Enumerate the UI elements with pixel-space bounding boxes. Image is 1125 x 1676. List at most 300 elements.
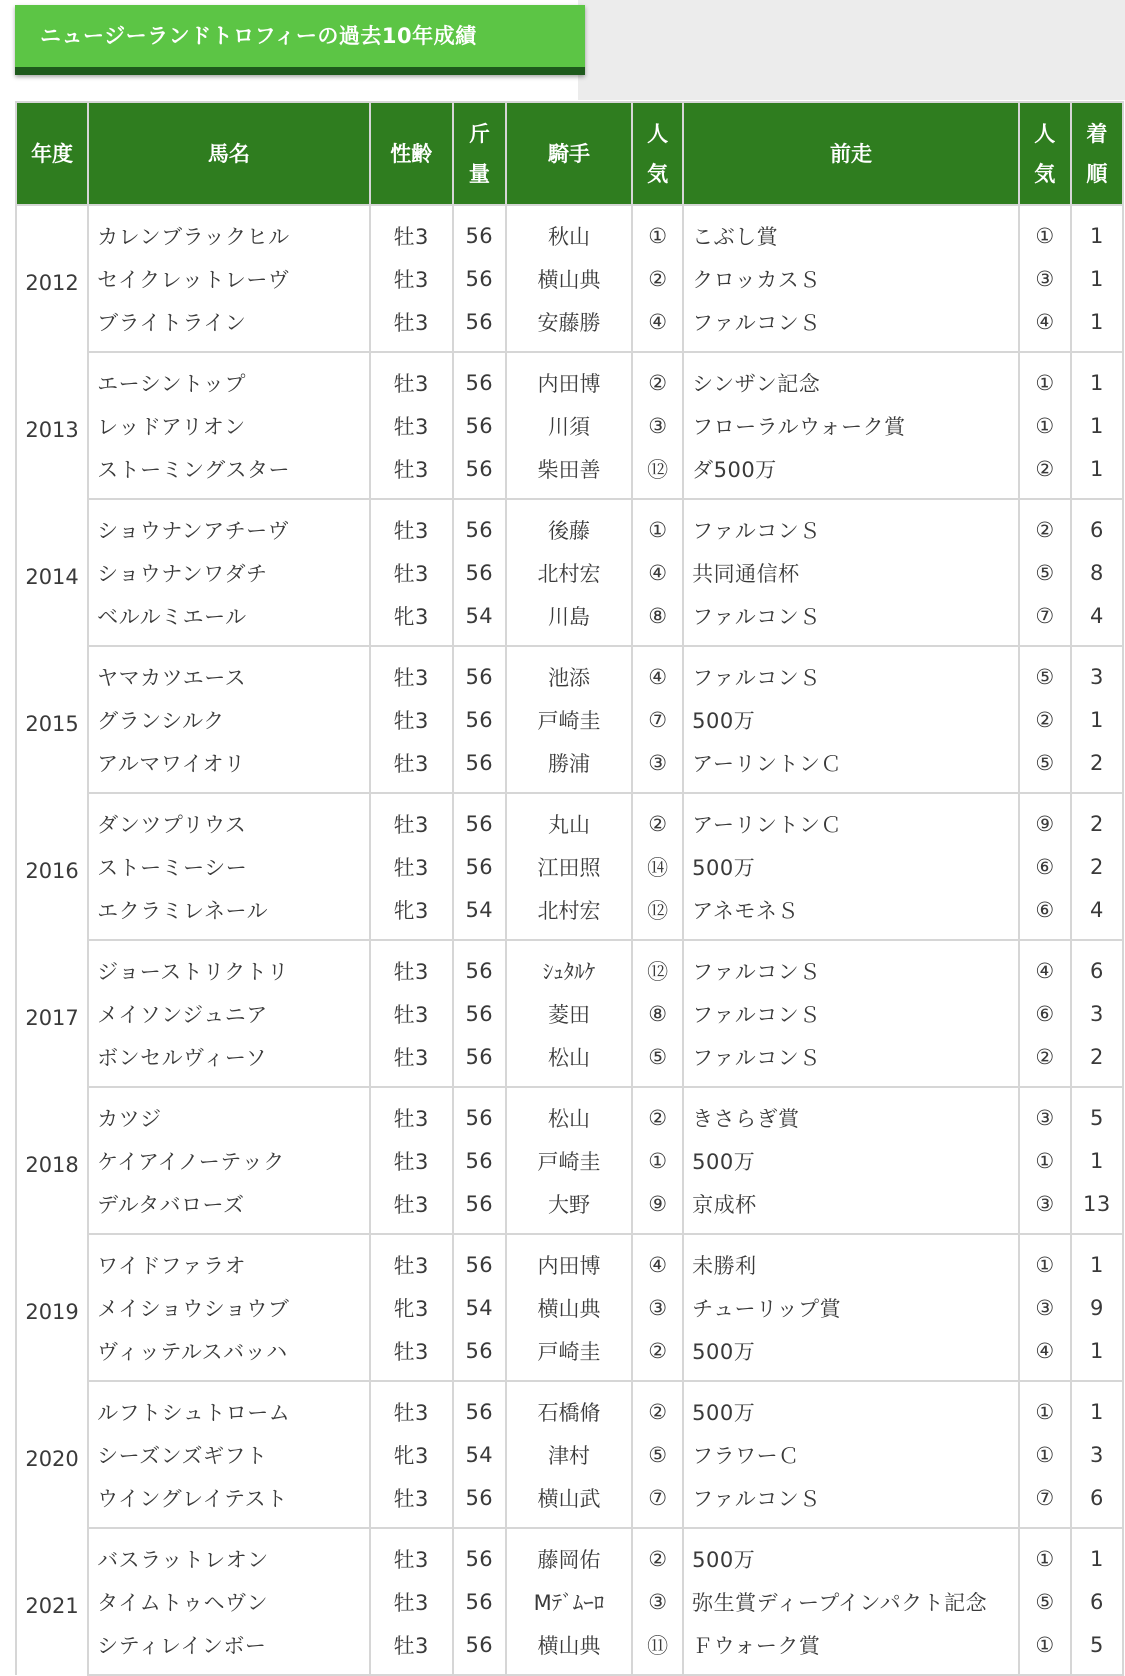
finish-cell: 1 bbox=[1071, 1139, 1123, 1182]
year-cell: 2019 bbox=[16, 1234, 88, 1381]
finish-cell: 5 bbox=[1071, 1623, 1123, 1675]
horse-name-cell: ジョーストリクトリ bbox=[88, 940, 370, 992]
sex-age-cell: 牡3 bbox=[370, 698, 453, 741]
popularity-cell: ⑪ bbox=[632, 1623, 683, 1675]
column-header-jockey: 騎手 bbox=[506, 102, 632, 205]
table-row bbox=[16, 845, 1123, 888]
year-cell: 2021 bbox=[16, 1528, 88, 1675]
previous-race-cell: 未勝利 bbox=[683, 1234, 1019, 1286]
sex-age-cell: 牡3 bbox=[370, 1623, 453, 1675]
jockey-cell: 安藤勝 bbox=[506, 300, 632, 352]
column-header-weight bbox=[453, 102, 506, 205]
weight-cell: 56 bbox=[453, 1623, 506, 1675]
finish-cell: 1 bbox=[1071, 698, 1123, 741]
column-header-popularity bbox=[632, 102, 683, 205]
popularity-cell: ⑦ bbox=[632, 1476, 683, 1528]
sex-age-cell: 牡3 bbox=[370, 404, 453, 447]
previous-popularity-cell: ① bbox=[1019, 352, 1071, 404]
column-header-popularity-top: 人 bbox=[647, 121, 669, 146]
sex-age-cell: 牡3 bbox=[370, 1035, 453, 1087]
popularity-cell: ⑫ bbox=[632, 888, 683, 940]
previous-popularity-cell: ① bbox=[1019, 1234, 1071, 1286]
previous-race-cell: ファルコンＳ bbox=[683, 1035, 1019, 1087]
jockey-cell: 横山典 bbox=[506, 1623, 632, 1675]
weight-cell: 56 bbox=[453, 1087, 506, 1139]
jockey-cell: 横山武 bbox=[506, 1476, 632, 1528]
finish-cell: 4 bbox=[1071, 594, 1123, 646]
finish-cell: 1 bbox=[1071, 1329, 1123, 1381]
column-header-finish-top: 着 bbox=[1086, 121, 1108, 146]
previous-race-cell: フローラルウォーク賞 bbox=[683, 404, 1019, 447]
finish-cell: 1 bbox=[1071, 1234, 1123, 1286]
previous-race-cell: こぶし賞 bbox=[683, 205, 1019, 257]
previous-popularity-cell: ⑤ bbox=[1019, 551, 1071, 594]
weight-cell: 56 bbox=[453, 1381, 506, 1433]
table-row bbox=[16, 1476, 1123, 1528]
table-row bbox=[16, 1623, 1123, 1675]
finish-cell: 3 bbox=[1071, 1433, 1123, 1476]
sex-age-cell: 牡3 bbox=[370, 257, 453, 300]
popularity-cell: ② bbox=[632, 257, 683, 300]
previous-race-cell: シンザン記念 bbox=[683, 352, 1019, 404]
previous-race-cell: 500万 bbox=[683, 698, 1019, 741]
finish-cell: 13 bbox=[1071, 1182, 1123, 1234]
sex-age-cell: 牡3 bbox=[370, 1476, 453, 1528]
year-cell: 2020 bbox=[16, 1381, 88, 1528]
previous-race-cell: ファルコンＳ bbox=[683, 1476, 1019, 1528]
table-row bbox=[16, 499, 1123, 551]
previous-popularity-cell: ⑨ bbox=[1019, 793, 1071, 845]
weight-cell: 56 bbox=[453, 940, 506, 992]
weight-cell: 54 bbox=[453, 888, 506, 940]
popularity-cell: ⑤ bbox=[632, 1035, 683, 1087]
horse-name-cell: ヤマカツエース bbox=[88, 646, 370, 698]
column-header-previous-popularity-top: 人 bbox=[1034, 121, 1056, 146]
sex-age-cell: 牡3 bbox=[370, 1580, 453, 1623]
sex-age-cell: 牡3 bbox=[370, 499, 453, 551]
column-header-weight-bottom: 量 bbox=[468, 161, 490, 186]
horse-name-cell: アルマワイオリ bbox=[88, 741, 370, 793]
jockey-cell: 秋山 bbox=[506, 205, 632, 257]
sex-age-cell: 牡3 bbox=[370, 793, 453, 845]
jockey-cell: 江田照 bbox=[506, 845, 632, 888]
horse-name-cell: シーズンズギフト bbox=[88, 1433, 370, 1476]
popularity-cell: ④ bbox=[632, 300, 683, 352]
previous-race-cell: ダ500万 bbox=[683, 447, 1019, 499]
jockey-cell: 横山典 bbox=[506, 1286, 632, 1329]
jockey-cell: 北村宏 bbox=[506, 888, 632, 940]
sex-age-cell: 牡3 bbox=[370, 205, 453, 257]
sex-age-cell: 牡3 bbox=[370, 1139, 453, 1182]
table-row bbox=[16, 447, 1123, 499]
jockey-cell: 大野 bbox=[506, 1182, 632, 1234]
previous-race-cell: クロッカスＳ bbox=[683, 257, 1019, 300]
popularity-cell: ③ bbox=[632, 741, 683, 793]
popularity-cell: ⑧ bbox=[632, 594, 683, 646]
table-row bbox=[16, 741, 1123, 793]
horse-name-cell: ストーミーシー bbox=[88, 845, 370, 888]
finish-cell: 6 bbox=[1071, 1476, 1123, 1528]
horse-name-cell: ストーミングスター bbox=[88, 447, 370, 499]
year-cell: 2016 bbox=[16, 793, 88, 940]
weight-cell: 56 bbox=[453, 300, 506, 352]
sex-age-cell: 牡3 bbox=[370, 1329, 453, 1381]
previous-popularity-cell: ③ bbox=[1019, 1182, 1071, 1234]
horse-name-cell: グランシルク bbox=[88, 698, 370, 741]
heading-area bbox=[0, 0, 578, 100]
year-cell: 2012 bbox=[16, 205, 88, 352]
table-row bbox=[16, 352, 1123, 404]
previous-race-cell: 500万 bbox=[683, 1381, 1019, 1433]
popularity-cell: ⑤ bbox=[632, 1433, 683, 1476]
table-row bbox=[16, 1329, 1123, 1381]
column-header-horse-name: 馬名 bbox=[88, 102, 370, 205]
popularity-cell: ② bbox=[632, 352, 683, 404]
previous-popularity-cell: ⑥ bbox=[1019, 992, 1071, 1035]
column-header-previous-popularity bbox=[1019, 102, 1071, 205]
sex-age-cell: 牝3 bbox=[370, 1286, 453, 1329]
sex-age-cell: 牡3 bbox=[370, 1381, 453, 1433]
jockey-cell: 松山 bbox=[506, 1035, 632, 1087]
previous-race-cell: 500万 bbox=[683, 1329, 1019, 1381]
previous-race-cell: チューリップ賞 bbox=[683, 1286, 1019, 1329]
popularity-cell: ④ bbox=[632, 646, 683, 698]
table-row bbox=[16, 594, 1123, 646]
weight-cell: 56 bbox=[453, 741, 506, 793]
sex-age-cell: 牡3 bbox=[370, 551, 453, 594]
table-row bbox=[16, 992, 1123, 1035]
jockey-cell: 津村 bbox=[506, 1433, 632, 1476]
table-row bbox=[16, 698, 1123, 741]
jockey-cell: 勝浦 bbox=[506, 741, 632, 793]
column-header-popularity-bottom: 気 bbox=[647, 161, 669, 186]
weight-cell: 56 bbox=[453, 1329, 506, 1381]
table-row bbox=[16, 404, 1123, 447]
popularity-cell: ② bbox=[632, 1087, 683, 1139]
finish-cell: 1 bbox=[1071, 257, 1123, 300]
jockey-cell: ｼｭﾀﾙｹ bbox=[506, 940, 632, 992]
previous-popularity-cell: ① bbox=[1019, 1623, 1071, 1675]
table-row bbox=[16, 1139, 1123, 1182]
table-header-row bbox=[16, 102, 1123, 205]
horse-name-cell: バスラットレオン bbox=[88, 1528, 370, 1580]
popularity-cell: ② bbox=[632, 1381, 683, 1433]
previous-race-cell: 共同通信杯 bbox=[683, 551, 1019, 594]
weight-cell: 56 bbox=[453, 1528, 506, 1580]
weight-cell: 56 bbox=[453, 404, 506, 447]
column-header-finish-bottom: 順 bbox=[1086, 161, 1108, 186]
column-header-finish bbox=[1071, 102, 1123, 205]
horse-name-cell: レッドアリオン bbox=[88, 404, 370, 447]
weight-cell: 56 bbox=[453, 1182, 506, 1234]
horse-name-cell: ルフトシュトローム bbox=[88, 1381, 370, 1433]
previous-popularity-cell: ① bbox=[1019, 1381, 1071, 1433]
weight-cell: 56 bbox=[453, 352, 506, 404]
previous-popularity-cell: ⑤ bbox=[1019, 646, 1071, 698]
jockey-cell: 柴田善 bbox=[506, 447, 632, 499]
popularity-cell: ③ bbox=[632, 1580, 683, 1623]
sex-age-cell: 牡3 bbox=[370, 940, 453, 992]
weight-cell: 56 bbox=[453, 845, 506, 888]
previous-popularity-cell: ② bbox=[1019, 447, 1071, 499]
table-row bbox=[16, 1580, 1123, 1623]
finish-cell: 1 bbox=[1071, 205, 1123, 257]
horse-name-cell: デルタバローズ bbox=[88, 1182, 370, 1234]
sex-age-cell: 牡3 bbox=[370, 1182, 453, 1234]
popularity-cell: ⑦ bbox=[632, 698, 683, 741]
jockey-cell: 北村宏 bbox=[506, 551, 632, 594]
previous-race-cell: ファルコンＳ bbox=[683, 646, 1019, 698]
horse-name-cell: ショウナンアチーヴ bbox=[88, 499, 370, 551]
previous-popularity-cell: ① bbox=[1019, 1528, 1071, 1580]
popularity-cell: ⑨ bbox=[632, 1182, 683, 1234]
page-background bbox=[578, 0, 1125, 100]
jockey-cell: 石橋脩 bbox=[506, 1381, 632, 1433]
jockey-cell: 藤岡佑 bbox=[506, 1528, 632, 1580]
popularity-cell: ④ bbox=[632, 1234, 683, 1286]
jockey-cell: 川島 bbox=[506, 594, 632, 646]
previous-race-cell: アーリントンＣ bbox=[683, 793, 1019, 845]
sex-age-cell: 牝3 bbox=[370, 1433, 453, 1476]
jockey-cell: 内田博 bbox=[506, 352, 632, 404]
finish-cell: 2 bbox=[1071, 845, 1123, 888]
horse-name-cell: ワイドファラオ bbox=[88, 1234, 370, 1286]
previous-popularity-cell: ④ bbox=[1019, 1329, 1071, 1381]
previous-race-cell: 京成杯 bbox=[683, 1182, 1019, 1234]
sex-age-cell: 牡3 bbox=[370, 992, 453, 1035]
column-header-weight-top: 斤 bbox=[468, 121, 490, 146]
previous-popularity-cell: ④ bbox=[1019, 940, 1071, 992]
jockey-cell: 川須 bbox=[506, 404, 632, 447]
weight-cell: 56 bbox=[453, 1139, 506, 1182]
year-cell: 2014 bbox=[16, 499, 88, 646]
previous-race-cell: Ｆウォーク賞 bbox=[683, 1623, 1019, 1675]
weight-cell: 56 bbox=[453, 1234, 506, 1286]
sex-age-cell: 牡3 bbox=[370, 300, 453, 352]
finish-cell: 6 bbox=[1071, 499, 1123, 551]
table-row bbox=[16, 205, 1123, 257]
table-row bbox=[16, 1035, 1123, 1087]
sex-age-cell: 牡3 bbox=[370, 1234, 453, 1286]
previous-race-cell: ファルコンＳ bbox=[683, 300, 1019, 352]
previous-popularity-cell: ① bbox=[1019, 404, 1071, 447]
popularity-cell: ⑧ bbox=[632, 992, 683, 1035]
weight-cell: 54 bbox=[453, 1433, 506, 1476]
previous-popularity-cell: ① bbox=[1019, 205, 1071, 257]
popularity-cell: ⑭ bbox=[632, 845, 683, 888]
table-row bbox=[16, 1528, 1123, 1580]
popularity-cell: ① bbox=[632, 499, 683, 551]
finish-cell: 8 bbox=[1071, 551, 1123, 594]
table-row bbox=[16, 1381, 1123, 1433]
year-cell: 2018 bbox=[16, 1087, 88, 1234]
previous-race-cell: ファルコンＳ bbox=[683, 992, 1019, 1035]
finish-cell: 1 bbox=[1071, 300, 1123, 352]
finish-cell: 2 bbox=[1071, 1035, 1123, 1087]
previous-popularity-cell: ② bbox=[1019, 499, 1071, 551]
previous-popularity-cell: ② bbox=[1019, 1035, 1071, 1087]
popularity-cell: ① bbox=[632, 205, 683, 257]
weight-cell: 56 bbox=[453, 499, 506, 551]
weight-cell: 56 bbox=[453, 1035, 506, 1087]
previous-popularity-cell: ⑥ bbox=[1019, 888, 1071, 940]
popularity-cell: ④ bbox=[632, 551, 683, 594]
weight-cell: 56 bbox=[453, 698, 506, 741]
finish-cell: 3 bbox=[1071, 646, 1123, 698]
finish-cell: 5 bbox=[1071, 1087, 1123, 1139]
column-header-sex-age: 性齢 bbox=[370, 102, 453, 205]
sex-age-cell: 牡3 bbox=[370, 741, 453, 793]
jockey-cell: 池添 bbox=[506, 646, 632, 698]
weight-cell: 56 bbox=[453, 551, 506, 594]
jockey-cell: 内田博 bbox=[506, 1234, 632, 1286]
popularity-cell: ③ bbox=[632, 404, 683, 447]
year-cell: 2015 bbox=[16, 646, 88, 793]
sex-age-cell: 牡3 bbox=[370, 1087, 453, 1139]
column-header-year: 年度 bbox=[16, 102, 88, 205]
sex-age-cell: 牡3 bbox=[370, 1528, 453, 1580]
jockey-cell: 丸山 bbox=[506, 793, 632, 845]
weight-cell: 56 bbox=[453, 793, 506, 845]
popularity-cell: ③ bbox=[632, 1286, 683, 1329]
weight-cell: 54 bbox=[453, 594, 506, 646]
column-header-previous-race: 前走 bbox=[683, 102, 1019, 205]
horse-name-cell: ケイアイノーテック bbox=[88, 1139, 370, 1182]
previous-popularity-cell: ⑤ bbox=[1019, 741, 1071, 793]
previous-race-cell: きさらぎ賞 bbox=[683, 1087, 1019, 1139]
finish-cell: 9 bbox=[1071, 1286, 1123, 1329]
table-row bbox=[16, 551, 1123, 594]
page-title: ニュージーランドトロフィーの過去10年成績 bbox=[15, 5, 585, 75]
table-row bbox=[16, 888, 1123, 940]
finish-cell: 4 bbox=[1071, 888, 1123, 940]
horse-name-cell: ヴィッテルスバッハ bbox=[88, 1329, 370, 1381]
horse-name-cell: タイムトゥヘヴン bbox=[88, 1580, 370, 1623]
table-row bbox=[16, 793, 1123, 845]
previous-race-cell: 500万 bbox=[683, 1528, 1019, 1580]
weight-cell: 56 bbox=[453, 257, 506, 300]
weight-cell: 56 bbox=[453, 992, 506, 1035]
previous-popularity-cell: ⑦ bbox=[1019, 594, 1071, 646]
previous-race-cell: ファルコンＳ bbox=[683, 594, 1019, 646]
previous-race-cell: フラワーＣ bbox=[683, 1433, 1019, 1476]
popularity-cell: ⑫ bbox=[632, 940, 683, 992]
sex-age-cell: 牝3 bbox=[370, 888, 453, 940]
horse-name-cell: セイクレットレーヴ bbox=[88, 257, 370, 300]
jockey-cell: 後藤 bbox=[506, 499, 632, 551]
horse-name-cell: ショウナンワダチ bbox=[88, 551, 370, 594]
table-row bbox=[16, 646, 1123, 698]
previous-popularity-cell: ⑥ bbox=[1019, 845, 1071, 888]
previous-race-cell: 500万 bbox=[683, 1139, 1019, 1182]
previous-popularity-cell: ③ bbox=[1019, 257, 1071, 300]
weight-cell: 56 bbox=[453, 205, 506, 257]
jockey-cell: 菱田 bbox=[506, 992, 632, 1035]
horse-name-cell: カツジ bbox=[88, 1087, 370, 1139]
previous-race-cell: アネモネＳ bbox=[683, 888, 1019, 940]
popularity-cell: ① bbox=[632, 1139, 683, 1182]
horse-name-cell: メイソンジュニア bbox=[88, 992, 370, 1035]
previous-race-cell: 500万 bbox=[683, 845, 1019, 888]
table-row bbox=[16, 1433, 1123, 1476]
jockey-cell: Mﾃﾞﾑｰﾛ bbox=[506, 1580, 632, 1623]
horse-name-cell: カレンブラックヒル bbox=[88, 205, 370, 257]
table-row bbox=[16, 300, 1123, 352]
jockey-cell: 戸崎圭 bbox=[506, 1329, 632, 1381]
previous-race-cell: ファルコンＳ bbox=[683, 940, 1019, 992]
table-row bbox=[16, 940, 1123, 992]
sex-age-cell: 牡3 bbox=[370, 646, 453, 698]
year-cell: 2013 bbox=[16, 352, 88, 499]
finish-cell: 3 bbox=[1071, 992, 1123, 1035]
sex-age-cell: 牝3 bbox=[370, 594, 453, 646]
horse-name-cell: エーシントップ bbox=[88, 352, 370, 404]
previous-popularity-cell: ① bbox=[1019, 1139, 1071, 1182]
finish-cell: 1 bbox=[1071, 404, 1123, 447]
horse-name-cell: ボンセルヴィーソ bbox=[88, 1035, 370, 1087]
horse-name-cell: ダンツプリウス bbox=[88, 793, 370, 845]
table-row bbox=[16, 1182, 1123, 1234]
horse-name-cell: エクラミレネール bbox=[88, 888, 370, 940]
horse-name-cell: ベルルミエール bbox=[88, 594, 370, 646]
horse-name-cell: ブライトライン bbox=[88, 300, 370, 352]
popularity-cell: ② bbox=[632, 1329, 683, 1381]
jockey-cell: 戸崎圭 bbox=[506, 698, 632, 741]
previous-popularity-cell: ④ bbox=[1019, 300, 1071, 352]
finish-cell: 6 bbox=[1071, 940, 1123, 992]
table-row bbox=[16, 257, 1123, 300]
previous-popularity-cell: ① bbox=[1019, 1433, 1071, 1476]
finish-cell: 1 bbox=[1071, 1381, 1123, 1433]
table-row bbox=[16, 1286, 1123, 1329]
weight-cell: 56 bbox=[453, 1476, 506, 1528]
finish-cell: 1 bbox=[1071, 1528, 1123, 1580]
finish-cell: 6 bbox=[1071, 1580, 1123, 1623]
sex-age-cell: 牡3 bbox=[370, 447, 453, 499]
table-body bbox=[16, 205, 1123, 1675]
results-table-container bbox=[15, 101, 1124, 1676]
popularity-cell: ⑫ bbox=[632, 447, 683, 499]
horse-name-cell: メイショウショウブ bbox=[88, 1286, 370, 1329]
previous-race-cell: ファルコンＳ bbox=[683, 499, 1019, 551]
finish-cell: 1 bbox=[1071, 352, 1123, 404]
weight-cell: 56 bbox=[453, 646, 506, 698]
previous-popularity-cell: ③ bbox=[1019, 1286, 1071, 1329]
popularity-cell: ② bbox=[632, 793, 683, 845]
previous-popularity-cell: ② bbox=[1019, 698, 1071, 741]
weight-cell: 56 bbox=[453, 1580, 506, 1623]
column-header-previous-popularity-bottom: 気 bbox=[1034, 161, 1056, 186]
sex-age-cell: 牡3 bbox=[370, 845, 453, 888]
results-table bbox=[15, 101, 1124, 1676]
jockey-cell: 戸崎圭 bbox=[506, 1139, 632, 1182]
finish-cell: 1 bbox=[1071, 447, 1123, 499]
sex-age-cell: 牡3 bbox=[370, 352, 453, 404]
weight-cell: 56 bbox=[453, 447, 506, 499]
previous-popularity-cell: ③ bbox=[1019, 1087, 1071, 1139]
previous-race-cell: 弥生賞ディープインパクト記念 bbox=[683, 1580, 1019, 1623]
popularity-cell: ② bbox=[632, 1528, 683, 1580]
jockey-cell: 松山 bbox=[506, 1087, 632, 1139]
jockey-cell: 横山典 bbox=[506, 257, 632, 300]
horse-name-cell: シティレインボー bbox=[88, 1623, 370, 1675]
previous-popularity-cell: ⑤ bbox=[1019, 1580, 1071, 1623]
year-cell: 2017 bbox=[16, 940, 88, 1087]
previous-popularity-cell: ⑦ bbox=[1019, 1476, 1071, 1528]
weight-cell: 54 bbox=[453, 1286, 506, 1329]
finish-cell: 2 bbox=[1071, 793, 1123, 845]
table-row bbox=[16, 1234, 1123, 1286]
